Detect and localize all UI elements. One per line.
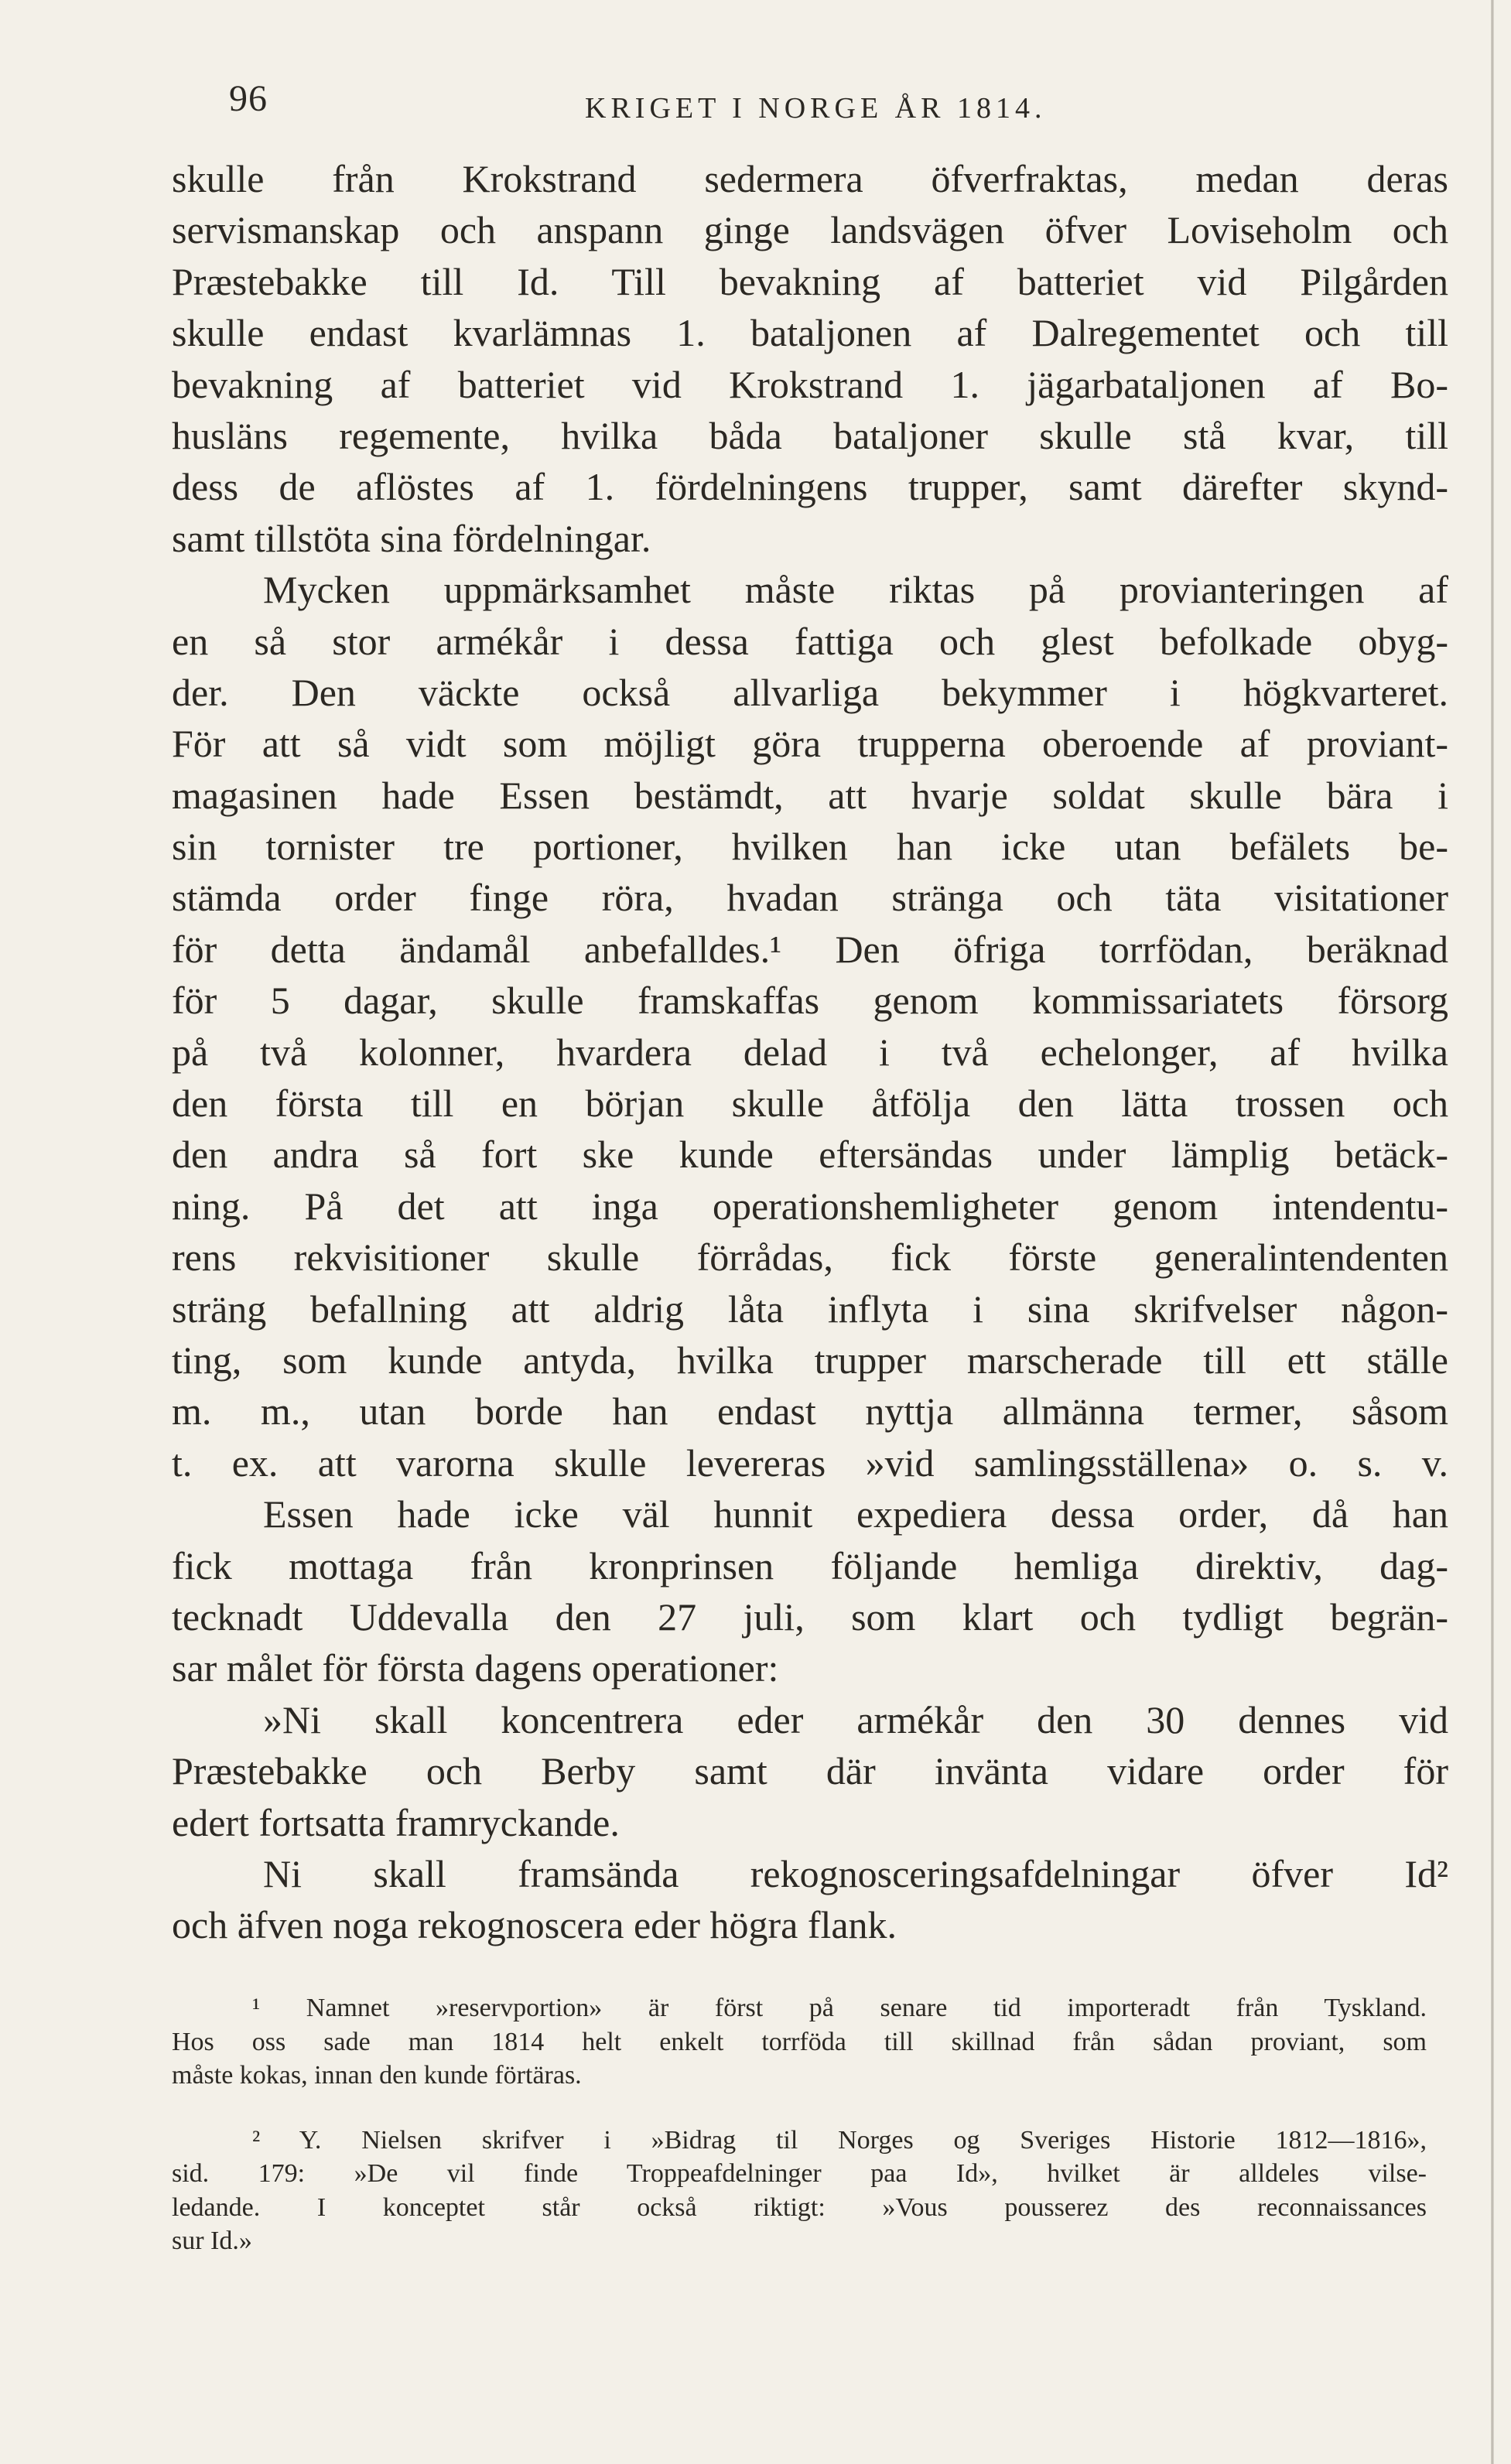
footnote-line: sur Id.» — [172, 2226, 252, 2255]
footnote-line: sid. 179: »De vil finde Troppeafdelninger paa Id», hvilket är alldeles vilse- — [172, 2159, 1427, 2188]
page-header — [229, 77, 1451, 139]
footnote-line: måste kokas, innan den kunde förtäras. — [172, 2061, 582, 2090]
text-line: tecknadt Uddevalla den 27 juli, som klart och tydligt begrän- — [172, 1594, 1448, 1639]
text-line: rens rekvisitioner skulle förrådas, fick förste generalintendenten — [172, 1235, 1448, 1280]
text-line: den andra så fort ske kunde eftersändas under lämplig betäck- — [172, 1133, 1448, 1177]
text-line: dess de aflöstes af 1. fördelningens trupper, samt därefter skynd- — [172, 465, 1448, 509]
text-line: samt tillstöta sina fördelningar. — [172, 516, 651, 560]
running-head: KRIGET I NORGE ÅR 1814. — [585, 92, 1047, 125]
page-number: 96 — [229, 78, 268, 119]
text-line: Præstebakke och Berby samt där invänta vidare order för — [172, 1749, 1448, 1793]
footnote-line: Hos oss sade man 1814 helt enkelt torrföda till skillnad från sådan proviant, som — [172, 2027, 1427, 2056]
text-line: och äfven noga rekognoscera eder högra flank. — [172, 1903, 897, 1947]
text-line: Mycken uppmärksamhet måste riktas på provianteringen af — [263, 568, 1448, 612]
footnote-1 — [172, 1991, 1427, 2093]
text-line: m. m., utan borde han endast nyttja allmänna termer, såsom — [172, 1389, 1448, 1434]
text-line: en så stor armékår i dessa fattiga och glest befolkade obyg- — [172, 619, 1448, 663]
text-line: »Ni skall koncentrera eder armékår den 30 dennes vid — [263, 1697, 1448, 1741]
text-line: för 5 dagar, skulle framskaffas genom kommissariatets försorg — [172, 979, 1448, 1023]
text-line: Ni skall framsända rekognosceringsafdelningar öfver Id² — [263, 1851, 1448, 1895]
text-line: sar målet för första dagens operationer: — [172, 1646, 779, 1690]
text-line: skulle endast kvarlämnas 1. bataljonen af Dalregementet och till — [172, 311, 1448, 355]
page-edge — [1491, 0, 1494, 2464]
footnotes — [172, 1991, 1427, 2289]
text-line: bevakning af batteriet vid Krokstrand 1. jägarbataljonen af Bo- — [172, 362, 1448, 406]
footnote-line: ² Y. Nielsen skrifver i »Bidrag til Norges og Sveriges Historie 1812—1816», — [252, 2125, 1427, 2155]
text-line: servismanskap och anspann ginge landsvägen öfver Loviseholm och — [172, 208, 1448, 252]
text-line: för detta ändamål anbefalldes.¹ Den öfriga torrfödan, beräknad — [172, 927, 1448, 971]
text-line: Præstebakke till Id. Till bevakning af batteriet vid Pilgården — [172, 259, 1448, 303]
text-line: husläns regemente, hvilka båda bataljoner skulle stå kvar, till — [172, 413, 1448, 457]
text-line: skulle från Krokstrand sedermera öfverfraktas, medan deras — [172, 157, 1448, 200]
text-line: på två kolonner, hvardera delad i två echelonger, af hvilka — [172, 1030, 1448, 1074]
text-line: ning. På det att inga operationshemligheter genom intendentu- — [172, 1184, 1448, 1228]
text-line: För att så vidt som möjligt göra trupperna oberoende af proviant- — [172, 722, 1448, 766]
text-line: Essen hade icke väl hunnit expediera dessa order, då han — [263, 1492, 1448, 1536]
text-line: den första till en början skulle åtfölja den lätta trossen och — [172, 1082, 1448, 1126]
text-line: edert fortsatta framryckande. — [172, 1800, 620, 1844]
text-line: stämda order finge röra, hvadan stränga och täta visitationer — [172, 876, 1448, 920]
text-line: t. ex. att varorna skulle levereras »vid samlingsställena» o. s. v. — [172, 1440, 1448, 1485]
body-text — [172, 153, 1448, 1951]
text-line: der. Den väckte också allvarliga bekymmer i högkvarteret. — [172, 670, 1448, 714]
text-line: fick mottaga från kronprinsen följande hemliga direktiv, dag- — [172, 1543, 1448, 1587]
text-line: ting, som kunde antyda, hvilka trupper marscherade till ett ställe — [172, 1338, 1448, 1382]
text-line: sin tornister tre portioner, hvilken han icke utan befälets be- — [172, 825, 1448, 869]
text-line: magasinen hade Essen bestämdt, att hvarje soldat skulle bära i — [172, 773, 1448, 817]
footnote-line: ledande. I konceptet står också riktigt: »Vous pousserez des reconnaissances — [172, 2192, 1427, 2222]
text-line: sträng befallning att aldrig låta inflyta i sina skrifvelser någon- — [172, 1287, 1448, 1331]
footnote-2 — [172, 2124, 1427, 2258]
footnote-line: ¹ Namnet »reservportion» är först på senare tid importeradt från Tyskland. — [252, 1994, 1427, 2022]
